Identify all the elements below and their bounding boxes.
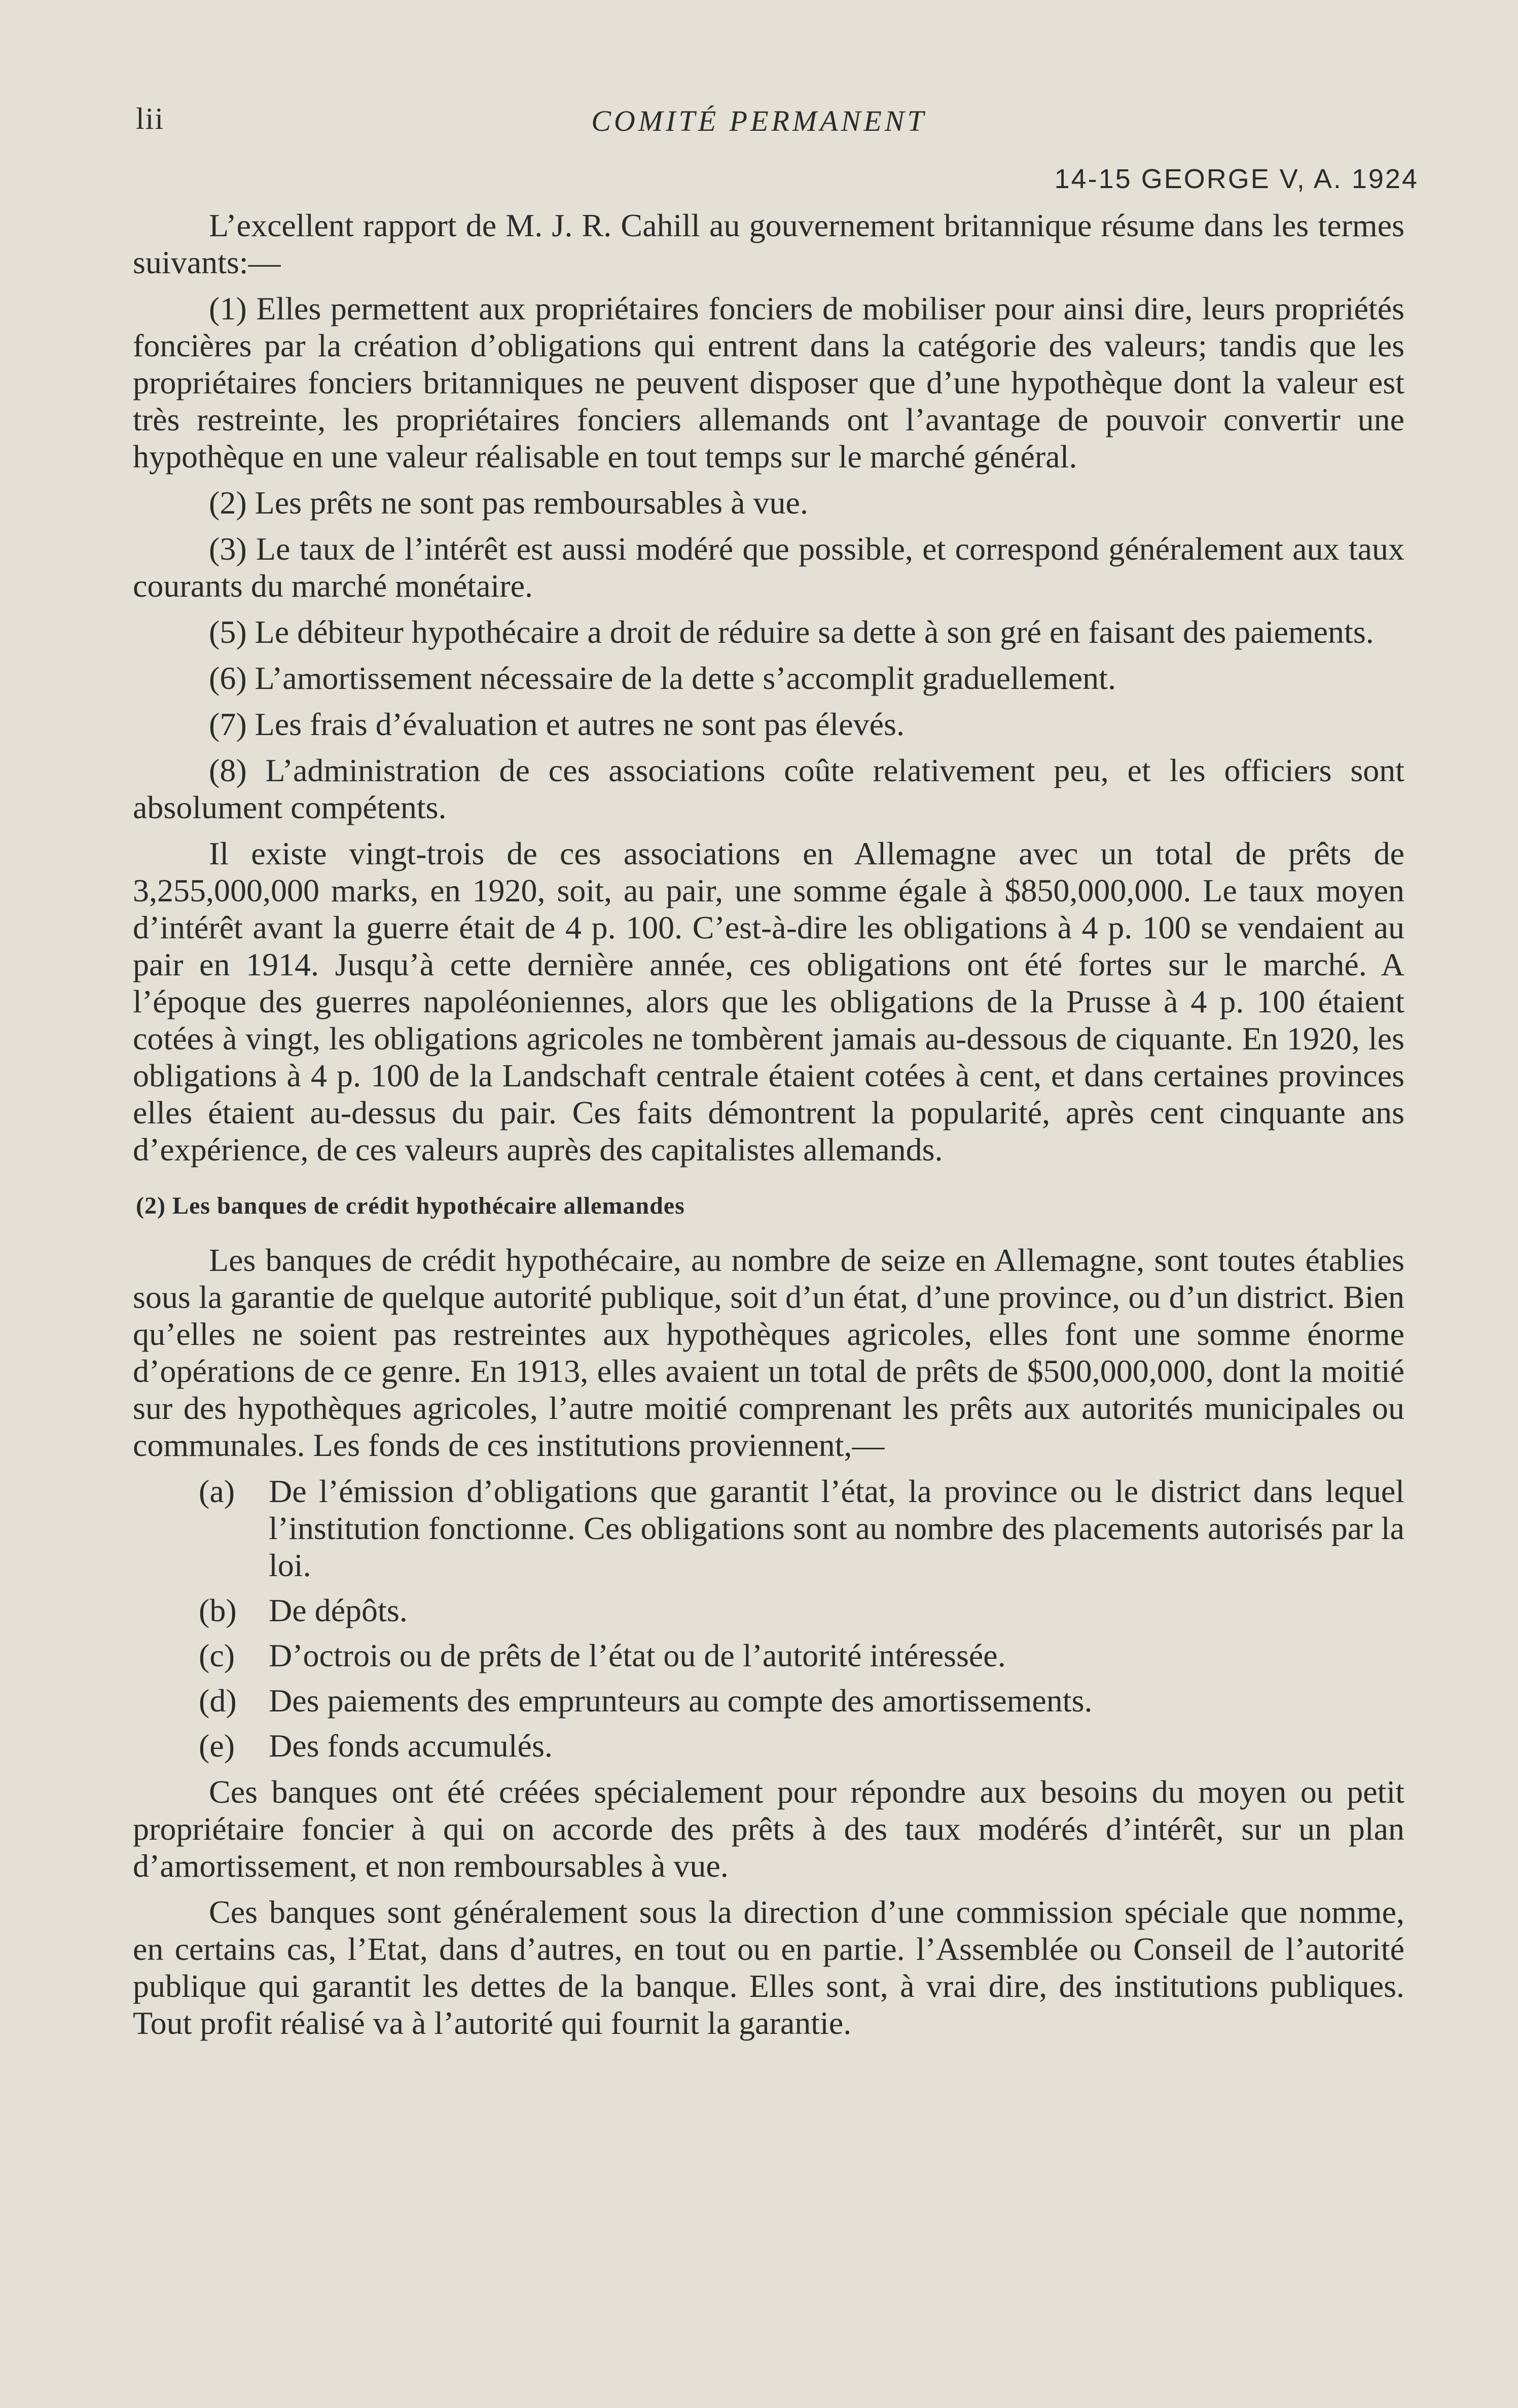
banques-paragraph: Les banques de crédit hypothécaire, au nombre de seize en Allemagne, sont toutes établies sous la garantie de quelque autorité publique, soit d’un état, d’une province, ou d’un district. Bien qu’elles ne soient pas restreintes aux hypothèques agricoles, elles font une somme énorme d’opérations de ce genre. En 1913, elles avaient un total de prêts de $500,000,000, dont la moitié sur des hypothèques agricoles, l’autre moitié comprenant les prêts aux autorités municipales ou communales. Les fonds de ces institutions proviennent,— — [133, 1242, 1404, 1463]
list-item-label: (d) — [199, 1683, 237, 1719]
list-item — [133, 1727, 1404, 1764]
page-number: lii — [136, 102, 165, 135]
list-item-text: Des fonds accumulés. — [269, 1728, 553, 1764]
point-1: (1) Elles permettent aux propriétaires fonciers de mobiliser pour ainsi dire, leurs propriétés foncières par la création d’obligations qui entrent dans la catégorie des valeurs; tandis que les propriétaires fonciers britanniques ne peuvent disposer que d’une hypothèque dont la valeur est très restreinte, les propriétaires fonciers allemands ont l’avantage de pouvoir convertir une hypothèque en une valeur réalisable en tout temps sur le marché général. — [133, 290, 1404, 475]
list-item — [133, 1637, 1404, 1674]
section-heading — [133, 1187, 1404, 1224]
list-item-label: (a) — [199, 1473, 235, 1509]
list-item-label: (e) — [199, 1728, 235, 1764]
point-3: (3) Le taux de l’intérêt est aussi modéré que possible, et correspond généralement aux taux courants du marché monétaire. — [133, 531, 1404, 604]
list-item-text: De dépôts. — [269, 1592, 408, 1628]
session-reference: 14-15 GEORGE V, A. 1924 — [1054, 164, 1419, 194]
list-item-text: Des paiements des emprunteurs au compte des amortissements. — [269, 1683, 1093, 1719]
direction-paragraph: Ces banques sont généralement sous la direction d’une commission spéciale que nomme, en certains cas, l’Etat, dans d’autres, en tout ou en partie. l’Assemblée ou Conseil de l’autorité publique qui garantit les dettes de la banque. Elles sont, à vrai dire, des institutions publiques. Tout profit réalisé va à l’autorité qui fournit la garantie. — [133, 1894, 1404, 2041]
list-item-label: (b) — [199, 1592, 237, 1628]
purpose-paragraph: Ces banques ont été créées spécialement pour répondre aux besoins du moyen ou petit propriétaire foncier à qui on accorde des prêts à des taux modérés d’intérêt, sur un plan d’amortissement, et non remboursables à vue. — [133, 1774, 1404, 1884]
landschaft-paragraph: Il existe vingt-trois de ces associations en Allemagne avec un total de prêts de 3,255,000,000 marks, en 1920, soit, au pair, une somme égale à $850,000,000. Le taux moyen d’intérêt avant la guerre était de 4 p. 100. C’est-à-dire les obligations à 4 p. 100 se vendaient au pair en 1914. Jusqu’à cette dernière année, ces obligations ont été fortes sur le marché. A l’époque des guerres napoléoniennes, alors que les obligations de la Prusse à 4 p. 100 étaient cotées à vingt, les obligations agricoles ne tombèrent jamais au-dessous de ciquante. En 1920, les obligations à 4 p. 100 de la Landschaft centrale étaient cotées à cent, et dans certaines provinces elles étaient au-dessus du pair. Ces faits démontrent la popularité, après cent cinquante ans d’expérience, de ces valeurs auprès des capitalistes allemands. — [133, 835, 1404, 1167]
running-head: COMITÉ PERMANENT — [591, 104, 927, 137]
section-number: (2) — [136, 1192, 166, 1219]
point-5: (5) Le débiteur hypothécaire a droit de réduire sa dette à son gré en faisant des paiements. — [209, 614, 1374, 650]
funding-sources-list — [133, 1473, 1404, 1764]
list-item — [133, 1682, 1404, 1719]
point-2: (2) Les prêts ne sont pas remboursables à vue. — [209, 485, 808, 521]
list-item — [133, 1592, 1404, 1629]
list-item — [133, 1473, 1404, 1584]
list-item-text: D’octrois ou de prêts de l’état ou de l’autorité intéressée. — [269, 1637, 1006, 1673]
section-title: Les banques de crédit hypothécaire allemandes — [172, 1192, 685, 1219]
intro-paragraph: L’excellent rapport de M. J. R. Cahill au gouvernement britannique résume dans les termes suivants:— — [133, 207, 1404, 280]
list-item-label: (c) — [199, 1637, 235, 1673]
point-8: (8) L’administration de ces associations coûte relativement peu, et les officiers sont absolument compétents. — [133, 752, 1404, 825]
list-item-text: De l’émission d’obligations que garantit l’état, la province ou le district dans lequel l’institution fonctionne. Ces obligations sont au nombre des placements autorisés par la loi. — [269, 1473, 1404, 1583]
point-6: (6) L’amortissement nécessaire de la dette s’accomplit graduellement. — [209, 660, 1116, 696]
point-7: (7) Les frais d’évaluation et autres ne sont pas élevés. — [209, 706, 905, 742]
document-body — [133, 207, 1404, 2051]
